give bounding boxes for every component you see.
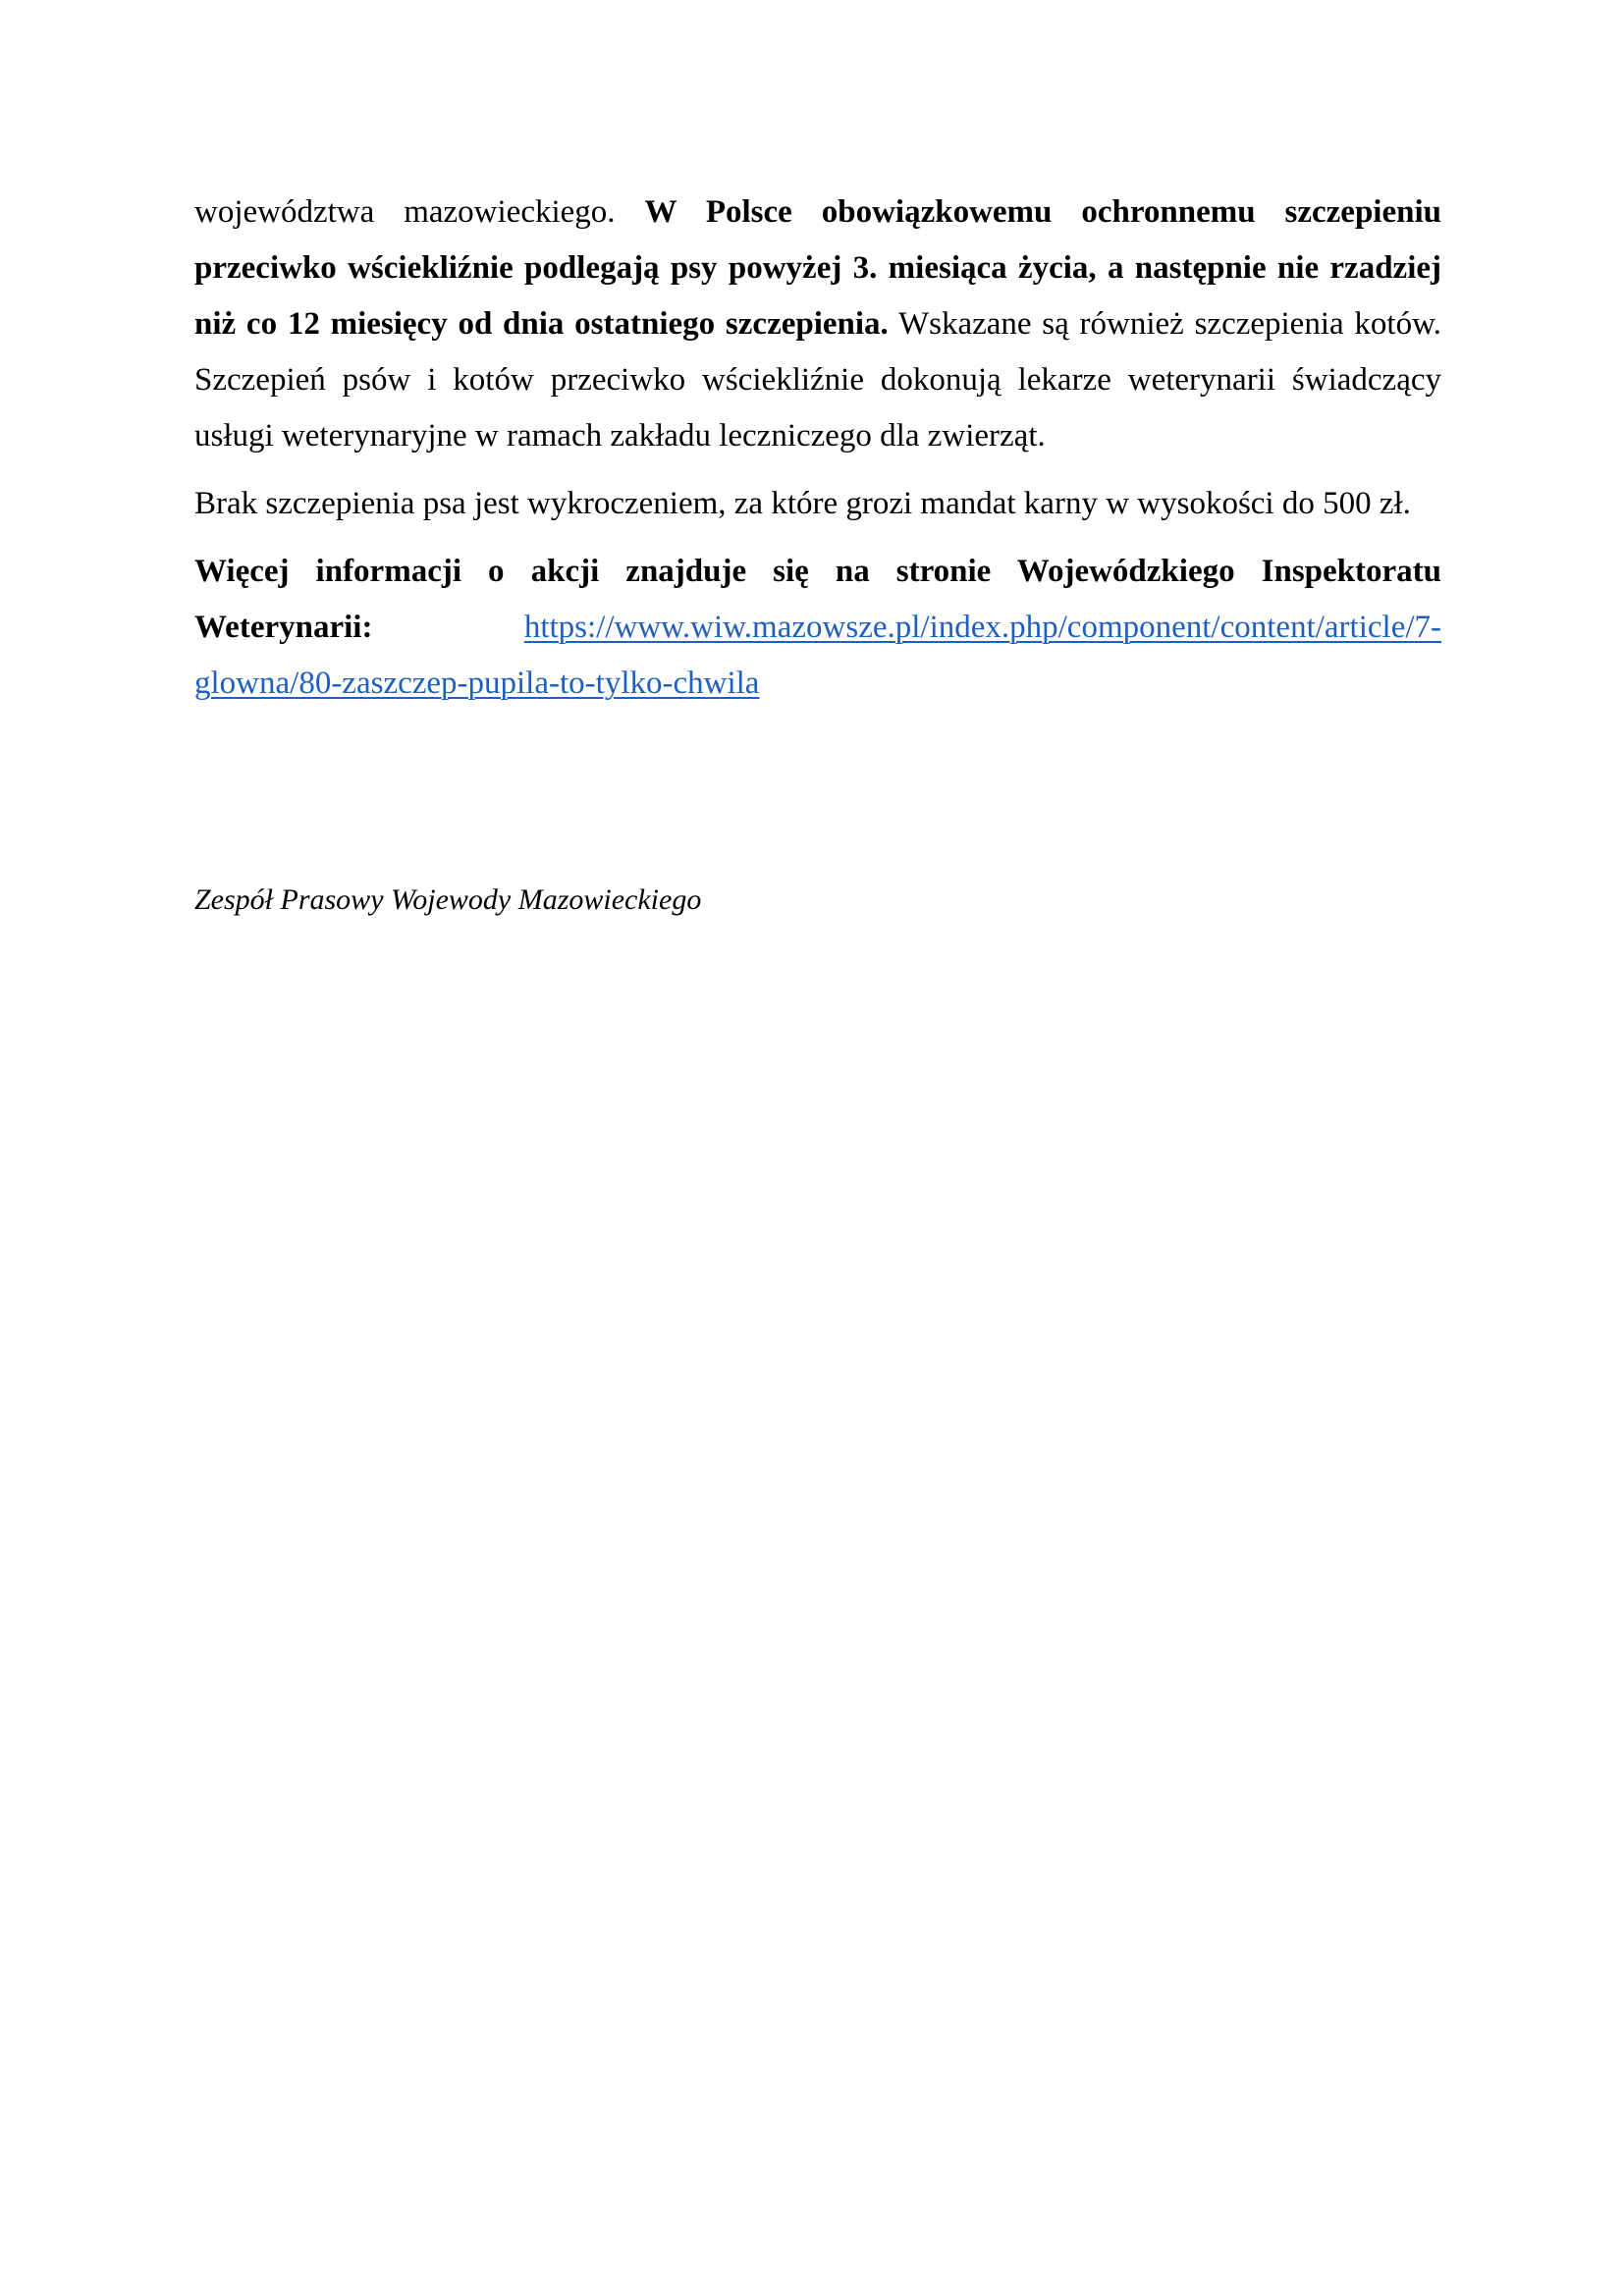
paragraph-intro-text: województwa mazowieckiego. [194,194,645,230]
paragraph-penalty [194,476,1441,532]
mandatory-vaccination-bold-text: W Polsce obowiązkowemu ochronnemu szczepieniu przeciwko wściekliźnie podlegają psy powyżej 3. miesiąca życia, a następnie nie rzadziej niż co 12 miesięcy od dnia ostatniego szczepienia. [194,194,1441,342]
wiw-article-link[interactable]: https://www.wiw.mazowsze.pl/index.php/component/content/article/7-glowna/80-zaszczep-pupila-to-tylko-chwila [194,610,1441,701]
document-body [194,185,1441,712]
paragraph-more-info [194,544,1441,712]
penalty-text: Brak szczepienia psa jest wykroczeniem, za które grozi mandat karny w wysokości do 500 zł. [194,486,1411,521]
paragraph-vaccination-requirement [194,185,1441,464]
cat-vaccination-text: Wskazane są również szczepienia kotów. Szczepień psów i kotów przeciwko wściekliźnie dokonują lekarze weterynarii świadczący usługi weterynaryjne w ramach zakładu leczniczego dla zwierząt. [194,306,1442,454]
press-team-signature: Zespół Prasowy Wojewody Mazowieckiego [194,883,702,916]
more-info-bold-text: Więcej informacji o akcji znajduje się na stronie Wojewódzkiego Inspektoratu Weterynarii: [194,554,1441,645]
